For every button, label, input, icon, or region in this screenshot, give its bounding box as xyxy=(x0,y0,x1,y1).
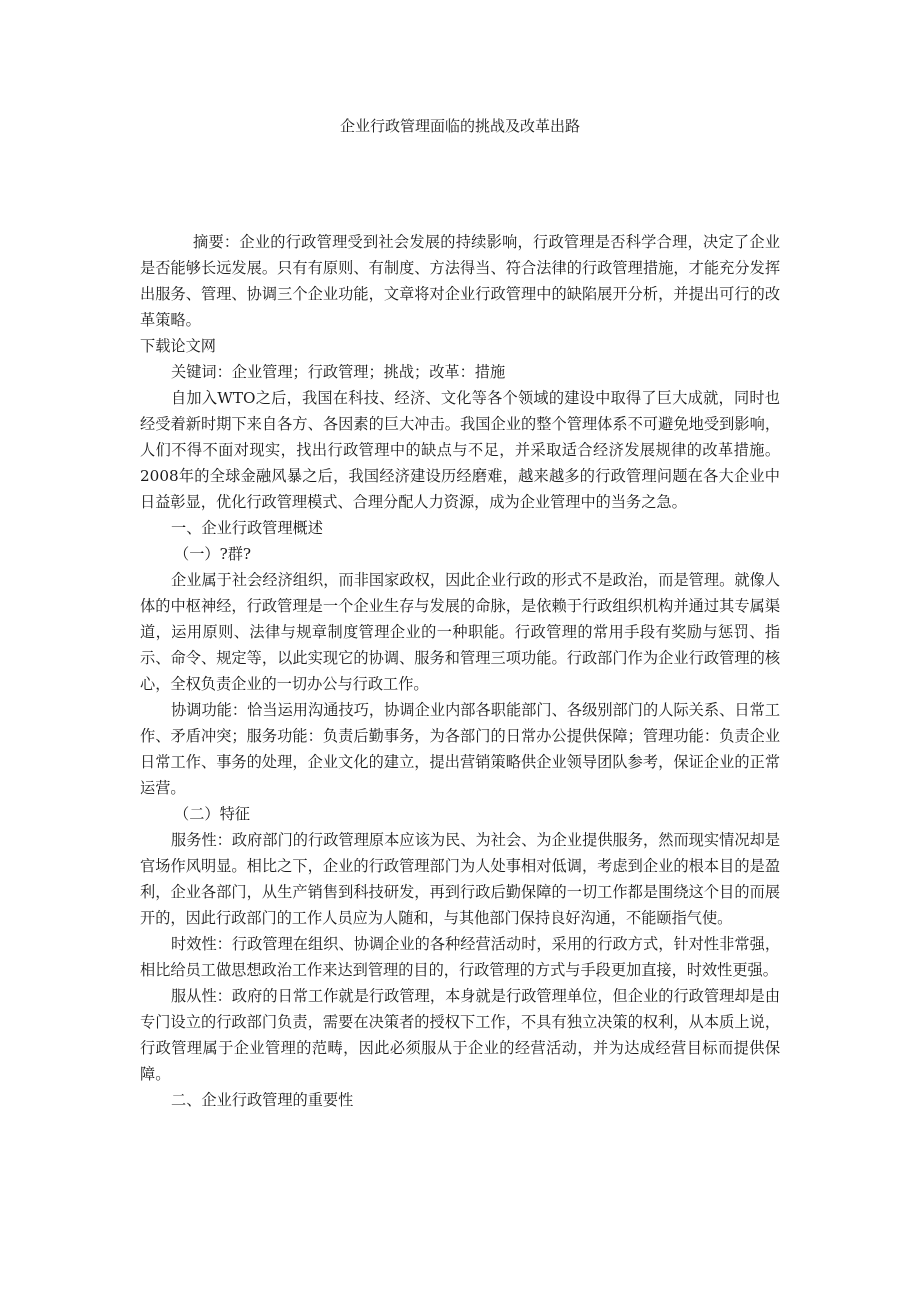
document-title: 企业行政管理面临的挑战及改革出路 xyxy=(339,117,580,135)
paragraph-1-1: 企业属于社会经济组织，而非国家政权，因此企业行政的形式不是政治，而是管理。就像人体的中枢神经，行政管理是一个企业生存与发展的命脉，是依赖于行政组织机构并通过其专属渠道，运用原则、法律与规章制度管理企业的一种职能。行政管理的常用手段有奖励与惩罚、指示、命令、规定等，以此实现它的协调、服务和管理三项功能。行政部门作为企业行政管理的核心，全权负责企业的一切办公与行政工作。 xyxy=(140,571,780,693)
source-line: 下载论文网 xyxy=(140,337,216,355)
section-heading-2: 二、企业行政管理的重要性 xyxy=(171,1091,354,1109)
paragraph-1-4: 时效性：行政管理在组织、协调企业的各种经营活动时，采用的行政方式，针对性非常强，相比给员工做思想政治工作来达到管理的目的，行政管理的方式与手段更加直接，时效性更强。 xyxy=(140,935,780,979)
keywords-line: 关键词：企业管理；行政管理；挑战；改革：措施 xyxy=(171,363,506,381)
document-body xyxy=(140,229,780,1113)
section-heading-1: 一、企业行政管理概述 xyxy=(171,519,323,537)
subsection-heading-1-1: （一）?群? xyxy=(174,545,252,563)
paragraph-1-3: 服务性：政府部门的行政管理原本应该为民、为社会、为企业提供服务，然而现实情况却是官场作风明显。相比之下，企业的行政管理部门为人处事相对低调，考虑到企业的根本目的是盈利，企业各部门，从生产销售到科技研发，再到行政后勤保障的一切工作都是围绕这个目的而展开的，因此行政部门的工作人员应为人随和，与其他部门保持良好沟通，不能颐指气使。 xyxy=(140,831,780,927)
intro-paragraph: 自加入WTO之后，我国在科技、经济、文化等各个领域的建设中取得了巨大成就，同时也经受着新时期下来自各方、各因素的巨大冲击。我国企业的整个管理体系不可避免地受到影响，人们不得不面对现实，找出行政管理中的缺点与不足，并采取适合经济发展规律的改革措施。2008年的全球金融风暴之后，我国经济建设历经磨难，越来越多的行政管理问题在各大企业中日益彰显，优化行政管理模式、合理分配人力资源，成为企业管理中的当务之急。 xyxy=(140,389,780,511)
paragraph-1-2: 协调功能：恰当运用沟通技巧，协调企业内部各职能部门、各级别部门的人际关系、日常工作、矛盾冲突；服务功能：负责后勤事务，为各部门的日常办公提供保障；管理功能：负责企业日常工作、事务的处理，企业文化的建立，提出营销策略供企业领导团队参考，保证企业的正常运营。 xyxy=(140,701,780,797)
abstract-paragraph: 摘要：企业的行政管理受到社会发展的持续影响，行政管理是否科学合理，决定了企业是否能够长远发展。只有有原则、有制度、方法得当、符合法律的行政管理措施，才能充分发挥出服务、管理、协调三个企业功能，文章将对企业行政管理中的缺陷展开分析，并提出可行的改革策略。 xyxy=(140,233,780,329)
subsection-heading-1-2: （二）特征 xyxy=(174,805,250,823)
paragraph-1-5: 服从性：政府的日常工作就是行政管理，本身就是行政管理单位，但企业的行政管理却是由专门设立的行政部门负责，需要在决策者的授权下工作，不具有独立决策的权利，从本质上说，行政管理属于企业管理的范畴，因此必须服从于企业的经营活动，并为达成经营目标而提供保障。 xyxy=(140,987,780,1083)
